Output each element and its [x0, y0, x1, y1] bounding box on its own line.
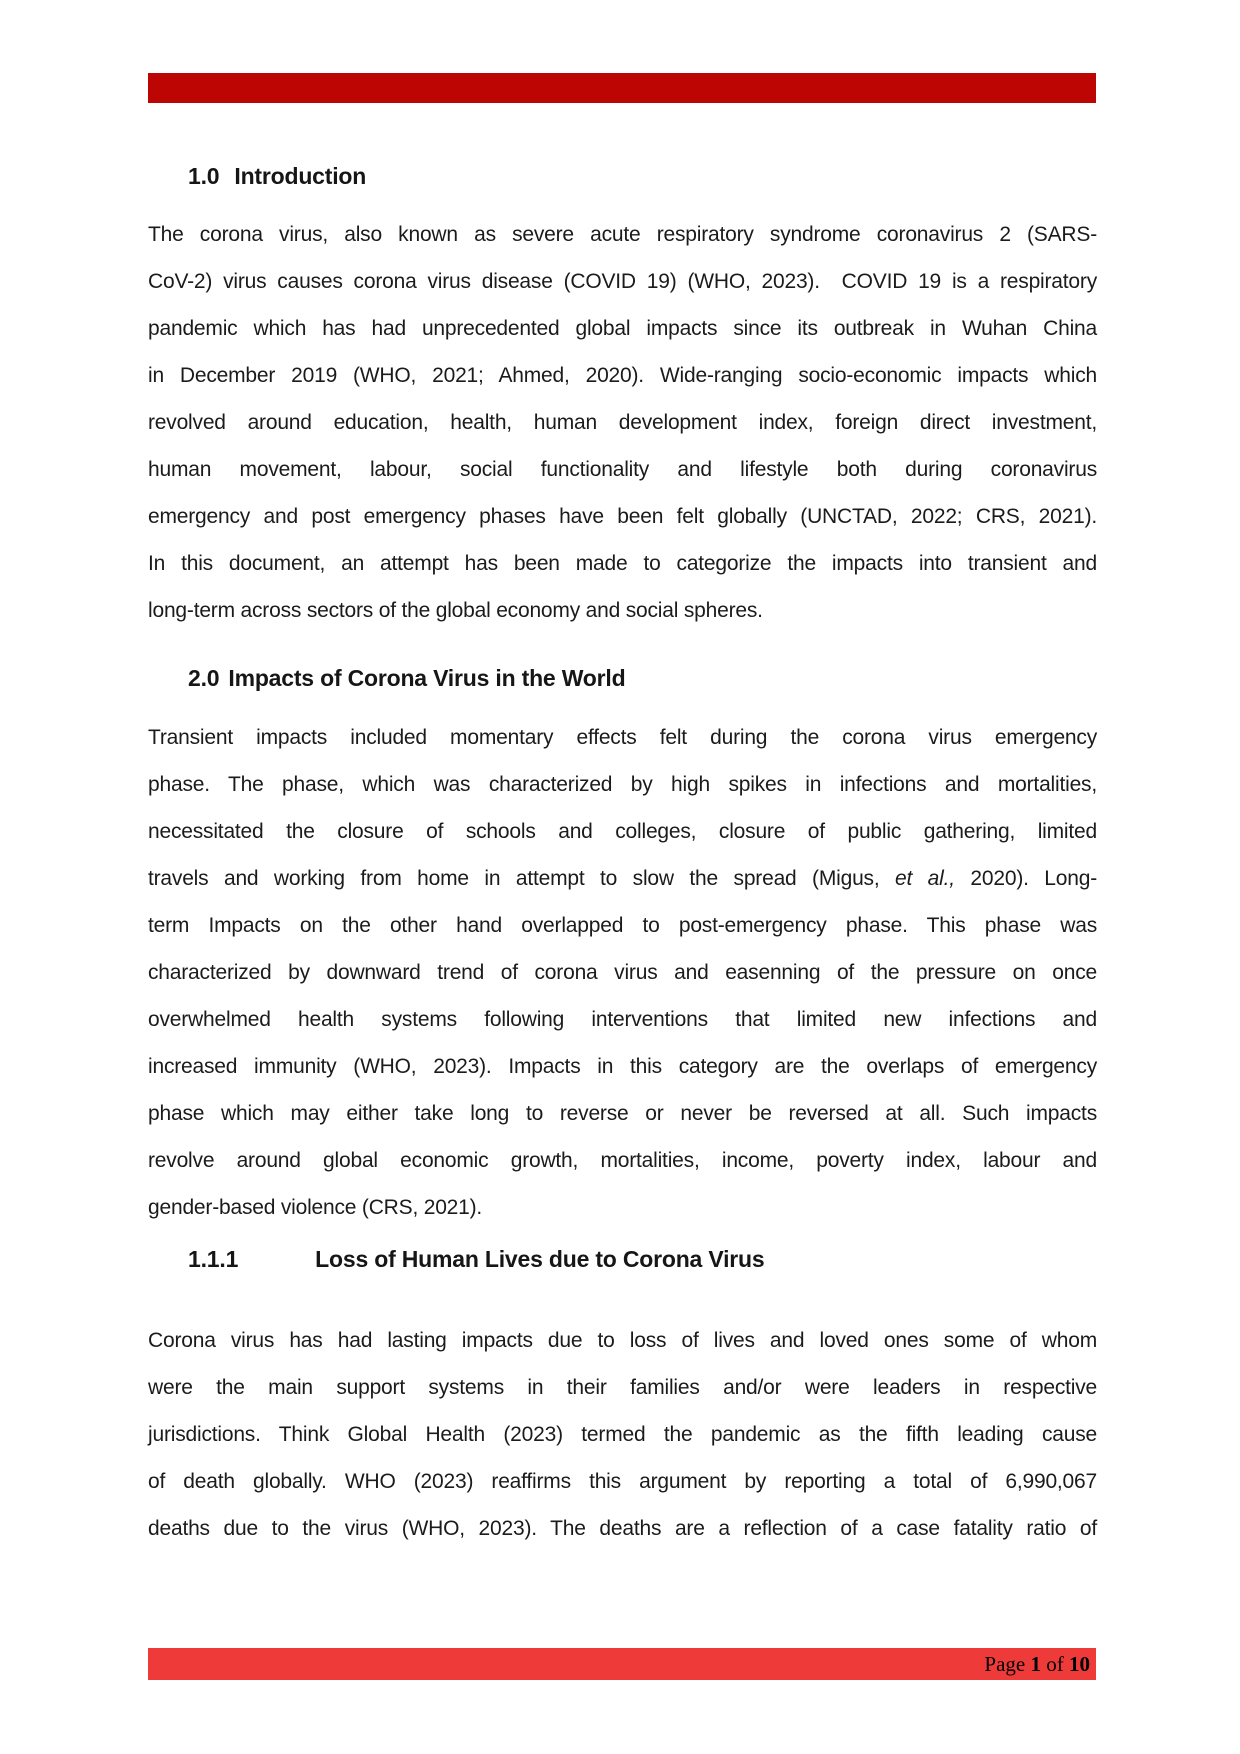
heading-text: Loss of Human Lives due to Corona Virus	[315, 1246, 765, 1272]
heading-number: 2.0	[188, 665, 220, 691]
header-bar	[148, 73, 1096, 103]
citation-et-al: et al.,	[895, 867, 955, 890]
text-line: increased immunity (WHO, 2023). Impacts in this category are the overlaps of emergency	[148, 1055, 1097, 1078]
text-line: human movement, labour, social functionality and lifestyle both during coronavirus	[148, 458, 1097, 481]
paragraph-impacts	[148, 714, 1097, 1231]
text-line: Transient impacts included momentary effects felt during the corona virus emergency	[148, 726, 1097, 749]
text-line: The corona virus, also known as severe acute respiratory syndrome coronavirus 2 (SARS-	[148, 223, 1097, 246]
text-line: jurisdictions. Think Global Health (2023) termed the pandemic as the fifth leading cause	[148, 1423, 1097, 1446]
paragraph-loss-of-lives	[148, 1317, 1097, 1552]
text-line: revolve around global economic growth, mortalities, income, poverty index, labour and	[148, 1149, 1097, 1172]
text-line: necessitated the closure of schools and colleges, closure of public gathering, limited	[148, 820, 1097, 843]
text-line: overwhelmed health systems following interventions that limited new infections and	[148, 1008, 1097, 1031]
text-line: CoV-2) virus causes corona virus disease (COVID 19) (WHO, 2023). COVID 19 is a respiratory	[148, 270, 1097, 293]
section-heading-introduction	[188, 160, 366, 192]
citation-pre: travels and working from home in attempt to slow the spread (Migus,	[148, 867, 896, 890]
text-line: phase. The phase, which was characterized by high spikes in infections and mortalities,	[148, 773, 1097, 796]
text-line: term Impacts on the other hand overlapped to post-emergency phase. This phase was	[148, 914, 1097, 937]
text-line: deaths due to the virus (WHO, 2023). The deaths are a reflection of a case fatality ratio of	[148, 1517, 1097, 1540]
text-line: of death globally. WHO (2023) reaffirms this argument by reporting a total of 6,990,067	[148, 1470, 1097, 1493]
citation-post: 2020). Long-	[954, 867, 1097, 890]
text-line: Corona virus has had lasting impacts due to loss of lives and loved ones some of whom	[148, 1329, 1097, 1352]
text-line: long-term across sectors of the global economy and social spheres.	[148, 599, 763, 622]
section-heading-impacts	[188, 662, 625, 694]
paragraph-introduction	[148, 211, 1097, 634]
heading-text: Impacts of Corona Virus in the World	[228, 665, 626, 691]
text-line: phase which may either take long to reverse or never be reversed at all. Such impacts	[148, 1102, 1097, 1125]
text-line-with-citation	[148, 855, 1097, 902]
page-label: Page	[984, 1651, 1031, 1676]
text-line: gender-based violence (CRS, 2021).	[148, 1196, 483, 1219]
text-line: characterized by downward trend of corona virus and easenning of the pressure on once	[148, 961, 1097, 984]
text-line: were the main support systems in their families and/or were leaders in respective	[148, 1376, 1097, 1399]
heading-number: 1.0	[188, 163, 220, 189]
section-heading-loss-of-lives	[188, 1243, 764, 1275]
heading-number: 1.1.1	[188, 1246, 239, 1272]
footer-bar	[148, 1648, 1096, 1680]
heading-text: Introduction	[234, 163, 367, 189]
text-line: revolved around education, health, human development index, foreign direct investment,	[148, 411, 1097, 434]
text-line: in December 2019 (WHO, 2021; Ahmed, 2020). Wide-ranging socio-economic impacts which	[148, 364, 1097, 387]
page-number: 1	[1030, 1651, 1041, 1676]
total-pages: 10	[1069, 1651, 1090, 1676]
text-line: emergency and post emergency phases have been felt globally (UNCTAD, 2022; CRS, 2021).	[148, 505, 1097, 528]
of-label: of	[1041, 1651, 1069, 1676]
text-line: pandemic which has had unprecedented global impacts since its outbreak in Wuhan China	[148, 317, 1097, 340]
text-line: In this document, an attempt has been made to categorize the impacts into transient and	[148, 552, 1097, 575]
